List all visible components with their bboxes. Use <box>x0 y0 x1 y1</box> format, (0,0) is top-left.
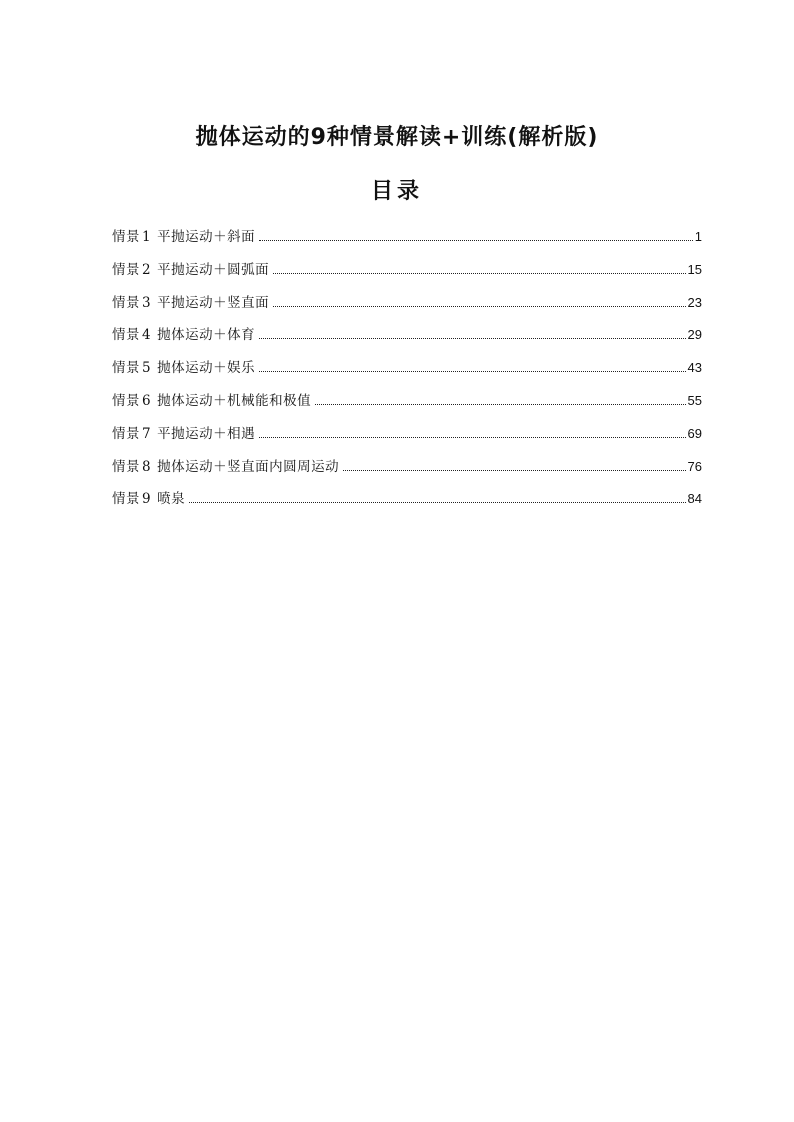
document-title: 抛体运动的9种情景解读+训练(解析版) <box>195 125 599 150</box>
table-of-contents <box>112 225 702 520</box>
toc-entry[interactable] <box>112 323 702 356</box>
toc-entry-prefix: 情景 <box>112 491 140 508</box>
toc-dot-leader <box>273 273 685 274</box>
toc-entry-number: 8 <box>142 458 152 475</box>
toc-entry-topic: 平抛运动＋相遇 <box>157 425 256 442</box>
toc-entry-topic: 抛体运动＋机械能和极值 <box>157 392 312 409</box>
toc-entry-label <box>112 258 273 278</box>
toc-entry-topic: 抛体运动＋竖直面内圆周运动 <box>157 458 340 475</box>
toc-entry[interactable] <box>112 291 702 324</box>
toc-entry-prefix: 情景 <box>112 360 140 377</box>
toc-entry-number: 4 <box>142 327 152 344</box>
toc-entry[interactable] <box>112 225 702 258</box>
toc-entry[interactable] <box>112 356 702 389</box>
toc-dot-leader <box>259 338 685 339</box>
toc-entry-prefix: 情景 <box>112 261 140 278</box>
toc-entry-page: 55 <box>687 392 702 408</box>
toc-entry-prefix: 情景 <box>112 392 140 409</box>
toc-entry[interactable] <box>112 389 702 422</box>
toc-entry-prefix: 情景 <box>112 229 140 245</box>
toc-entry-label <box>112 487 189 507</box>
toc-entry[interactable] <box>112 422 702 455</box>
toc-entry-number: 9 <box>142 491 152 508</box>
toc-entry-number: 2 <box>142 261 152 278</box>
toc-entry-page: 15 <box>687 261 702 277</box>
toc-entry-page: 76 <box>687 458 702 474</box>
toc-entry-topic: 平抛运动＋斜面 <box>157 229 256 245</box>
toc-entry-prefix: 情景 <box>112 425 140 442</box>
toc-dot-leader <box>273 306 685 307</box>
toc-entry-number: 5 <box>142 360 152 377</box>
toc-entry-number: 7 <box>142 425 152 442</box>
toc-entry-label <box>112 455 343 475</box>
toc-entry-page: 84 <box>687 491 702 507</box>
toc-dot-leader <box>259 240 693 241</box>
toc-entry-label <box>112 356 259 376</box>
toc-entry-label <box>112 323 259 343</box>
toc-entry-label <box>112 291 273 311</box>
toc-dot-leader <box>343 470 685 471</box>
toc-entry-prefix: 情景 <box>112 294 140 311</box>
toc-entry-number: 3 <box>142 294 152 311</box>
toc-entry-number: 6 <box>142 392 152 409</box>
toc-entry-label <box>112 389 315 409</box>
toc-entry-page: 1 <box>694 229 702 244</box>
toc-entry-topic: 喷泉 <box>157 491 186 508</box>
toc-entry[interactable] <box>112 258 702 291</box>
toc-entry-number: 1 <box>142 229 152 245</box>
toc-entry-topic: 抛体运动＋娱乐 <box>157 360 256 377</box>
toc-entry-page: 43 <box>687 360 702 376</box>
toc-dot-leader <box>259 437 685 438</box>
toc-entry-label <box>112 225 259 245</box>
toc-entry-topic: 抛体运动＋体育 <box>157 327 256 344</box>
toc-dot-leader <box>259 371 685 372</box>
toc-entry-label <box>112 422 259 442</box>
toc-entry-page: 29 <box>687 327 702 343</box>
toc-entry[interactable] <box>112 455 702 488</box>
toc-dot-leader <box>315 404 685 405</box>
toc-entry-prefix: 情景 <box>112 458 140 475</box>
toc-entry-page: 23 <box>687 294 702 310</box>
toc-entry-page: 69 <box>687 425 702 441</box>
toc-entry-prefix: 情景 <box>112 327 140 344</box>
toc-entry[interactable] <box>112 487 702 520</box>
toc-dot-leader <box>189 502 685 503</box>
toc-entry-topic: 平抛运动＋圆弧面 <box>157 261 270 278</box>
toc-heading: 目录 <box>370 179 423 204</box>
toc-entry-topic: 平抛运动＋竖直面 <box>157 294 270 311</box>
